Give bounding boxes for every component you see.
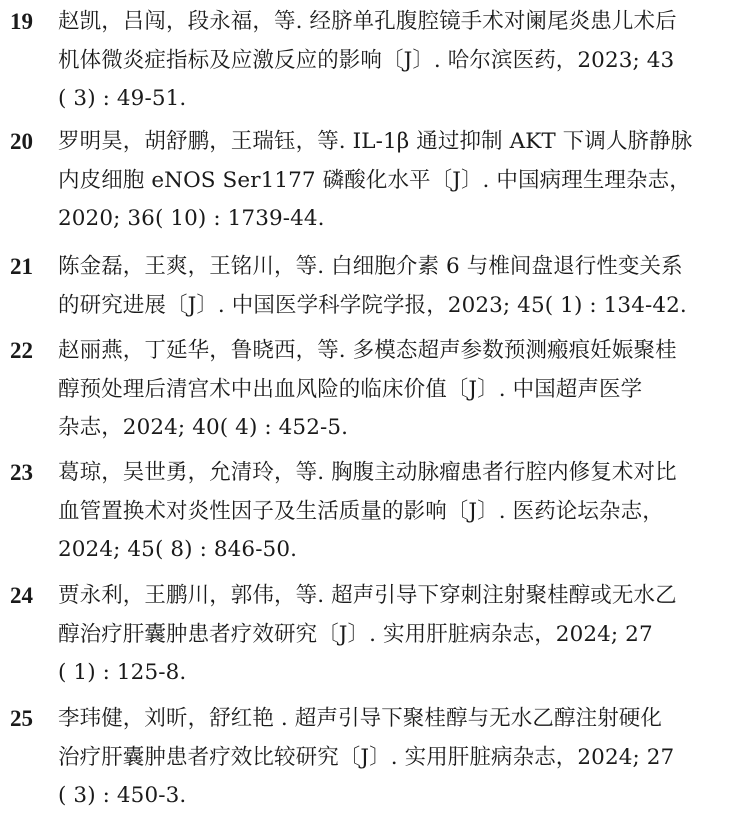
reference-item: [0, 577, 743, 693]
reference-text: [58, 332, 734, 448]
reference-line: ( 3) : 450-3.: [58, 783, 187, 808]
reference-line: 的研究进展〔J〕. 中国医学科学院学报，2023; 45( 1) : 134-42.: [58, 292, 687, 318]
reference-line: 机体微炎症指标及应激反应的影响〔J〕. 哈尔滨医药，2023; 43: [58, 47, 675, 73]
reference-line: ( 3) : 49-51.: [58, 86, 187, 111]
reference-line: 葛琼，吴世勇，允清玲，等. 胸腹主动脉瘤患者行腔内修复术对比: [58, 460, 677, 485]
reference-text: [58, 123, 734, 239]
reference-line: ( 1) : 125-8.: [58, 660, 187, 685]
reference-text: [58, 700, 734, 816]
reference-item: [0, 123, 743, 239]
reference-line: 贾永利，王鹏川，郭伟，等. 超声引导下穿刺注射聚桂醇或无水乙: [58, 583, 677, 608]
reference-number: 20: [10, 129, 33, 154]
reference-text: [58, 3, 734, 119]
reference-line: 醇治疗肝囊肿患者疗效研究〔J〕. 实用肝脏病杂志，2024; 27: [58, 621, 653, 647]
reference-line: 血管置换术对炎性因子及生活质量的影响〔J〕. 医药论坛杂志，: [58, 498, 664, 524]
reference-line: 2024; 45( 8) : 846-50.: [58, 537, 298, 562]
reference-number: 21: [10, 254, 33, 279]
reference-number: 19: [10, 9, 33, 34]
reference-line: 赵凯，吕闯，段永福，等. 经脐单孔腹腔镜手术对阑尾炎患儿术后: [58, 9, 677, 34]
reference-line: 治疗肝囊肿患者疗效比较研究〔J〕. 实用肝脏病杂志，2024; 27: [58, 744, 675, 770]
reference-text: [58, 577, 734, 693]
reference-line: 内皮细胞 eNOS Ser1177 磷酸化水平〔J〕. 中国病理生理杂志，: [58, 167, 691, 193]
reference-item: [0, 454, 743, 570]
reference-number: 22: [10, 338, 33, 363]
reference-line: 李玮健，刘昕，舒红艳 . 超声引导下聚桂醇与无水乙醇注射硬化: [58, 706, 663, 731]
reference-item: [0, 3, 743, 119]
reference-number: 25: [10, 706, 33, 731]
reference-item: [0, 700, 743, 816]
reference-text: [58, 454, 734, 570]
reference-line: 2020; 36( 10) : 1739-44.: [58, 206, 325, 231]
reference-line: 陈金磊，王爽，王铭川，等. 白细胞介素 6 与椎间盘退行性变关系: [58, 254, 683, 279]
reference-number: 24: [10, 583, 33, 608]
reference-item: [0, 332, 743, 448]
reference-line: 罗明昊，胡舒鹏，王瑞钰，等. IL-1β 通过抑制 AKT 下调人脐静脉: [58, 129, 693, 154]
reference-number: 23: [10, 460, 33, 485]
reference-line: 赵丽燕，丁延华，鲁晓西，等. 多模态超声参数预测瘢痕妊娠聚桂: [58, 338, 677, 363]
reference-text: [58, 248, 734, 325]
reference-line: 杂志，2024; 40( 4) : 452-5.: [58, 415, 349, 440]
reference-line: 醇预处理后清宫术中出血风险的临床价值〔J〕. 中国超声医学: [58, 376, 643, 402]
